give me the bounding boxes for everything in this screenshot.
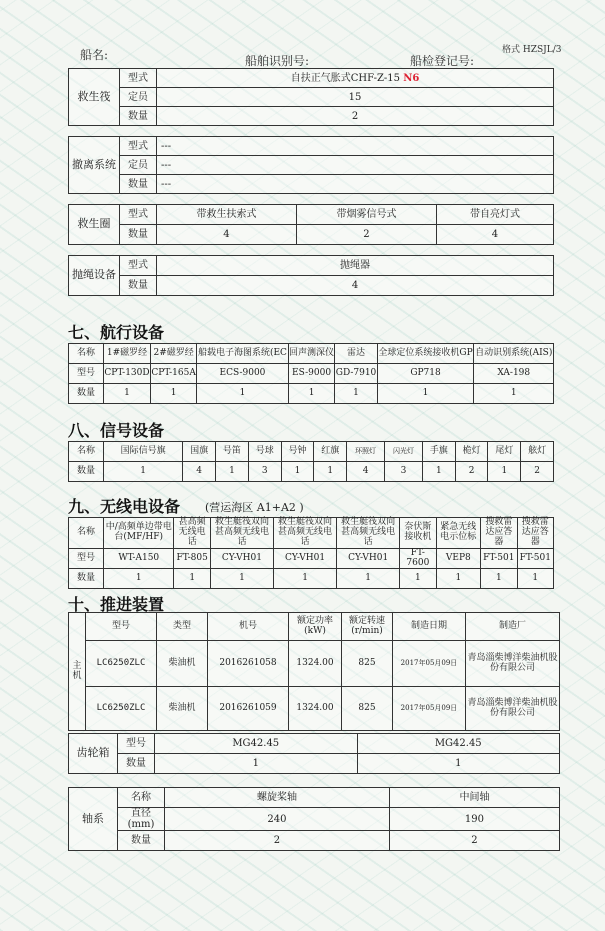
engine-model: LC6250ZLC (86, 641, 157, 687)
engine-date: 2017年05月09日 (393, 641, 466, 687)
signal-qty-4: 3 (248, 462, 281, 482)
lifebuoy-type-2: 带烟雾信号式 (296, 205, 436, 225)
nav-model-1: CPT-130D (104, 364, 151, 384)
nav-model-4: ES-9000 (288, 364, 335, 384)
engine-speed: 825 (342, 641, 393, 687)
shaft-name-1: 螺旋桨轴 (165, 788, 390, 808)
shaft-qty-2: 2 (389, 831, 559, 851)
cell-label: 型号 (69, 364, 104, 384)
nav-qty-1: 1 (104, 384, 151, 404)
propulsion-section-title: 十、推进装置 (68, 595, 165, 614)
radio-qty-4: 1 (274, 569, 337, 589)
nav-name-2: 2#磁罗经 (150, 344, 196, 364)
signal-name-3: 号笛 (216, 442, 249, 462)
table-row (69, 641, 560, 687)
signal-section-title: 八、信号设备 (68, 421, 165, 440)
shaft-dia-1: 240 (165, 808, 390, 831)
liferaft-type-value: 自扶正气胀式CHF-Z-15 N6 (157, 69, 554, 88)
cell-label: 型式 (120, 69, 157, 88)
nav-model-2: CPT-165A (150, 364, 196, 384)
lifebuoy-qty-1: 4 (157, 225, 297, 245)
signal-name-1: 国际信号旗 (104, 442, 183, 462)
signal-name-7: 环照灯 (347, 442, 385, 462)
cell-label: 定员 (120, 156, 157, 175)
signal-name-2: 国旗 (183, 442, 216, 462)
nav-section-title: 七、航行设备 (68, 323, 165, 342)
cell-label: 名称 (69, 442, 104, 462)
line-throwing-table (68, 255, 554, 296)
liferaft-qty-value: 2 (157, 107, 554, 126)
evac-capacity-value: --- (157, 156, 554, 175)
radio-model-1: WT-A150 (104, 548, 174, 569)
nav-name-5: 雷达 (335, 344, 377, 364)
nav-name-7: 自动识别系统(AIS) (474, 344, 554, 364)
col-header: 制造厂 (466, 613, 560, 641)
signal-name-8: 闪光灯 (385, 442, 423, 462)
radio-qty-6: 1 (400, 569, 436, 589)
radio-qty-7: 1 (436, 569, 481, 589)
evac-group-label: 撤离系统 (69, 137, 120, 194)
engine-maker: 青岛淄柴博洋柴油机股份有限公司 (466, 687, 560, 731)
gearbox-model-2: MG42.45 (357, 734, 560, 754)
shaft-dia-2: 190 (389, 808, 559, 831)
cell-label: 数量 (120, 276, 157, 296)
radio-model-6: FT-7600 (400, 548, 436, 569)
radio-name-8: 搜救雷达应答器 (481, 518, 517, 549)
main-engine-table (68, 612, 560, 731)
nav-qty-6: 1 (377, 384, 474, 404)
evac-qty-value: --- (157, 175, 554, 194)
signal-name-6: 红旗 (314, 442, 347, 462)
radio-name-1: 中/高频单边带电台(MF/HF) (104, 518, 174, 549)
radio-qty-3: 1 (210, 569, 273, 589)
radio-model-4: CY-VH01 (274, 548, 337, 569)
line-type-value: 抛绳器 (157, 256, 554, 276)
lifebuoy-table (68, 204, 554, 245)
nav-name-3: 船载电子海图系统(EC (197, 344, 288, 364)
shaft-qty-1: 2 (165, 831, 390, 851)
cell-label: 型式 (120, 205, 157, 225)
nav-qty-7: 1 (474, 384, 554, 404)
cell-label: 型号 (69, 548, 104, 569)
signal-qty-5: 1 (281, 462, 314, 482)
liferaft-table (68, 68, 554, 126)
radio-qty-1: 1 (104, 569, 174, 589)
signal-qty-7: 4 (347, 462, 385, 482)
cell-label: 名称 (118, 788, 165, 808)
cell-label: 型式 (120, 137, 157, 156)
engine-number: 2016261058 (208, 641, 289, 687)
liferaft-capacity-value: 15 (157, 88, 554, 107)
col-header: 机号 (208, 613, 289, 641)
ship-name-label: 船名: (80, 48, 109, 62)
cell-label: 数量 (118, 754, 155, 774)
signal-qty-10: 2 (455, 462, 488, 482)
signal-qty-8: 3 (385, 462, 423, 482)
cell-label: 型式 (120, 256, 157, 276)
shaft-name-2: 中间轴 (389, 788, 559, 808)
reg-no-label: 船检登记号: (410, 54, 475, 68)
radio-qty-9: 1 (517, 569, 553, 589)
radio-name-6: 奈伏斯接收机 (400, 518, 436, 549)
lifebuoy-group-label: 救生圈 (69, 205, 120, 245)
signal-qty-2: 4 (183, 462, 216, 482)
col-header: 额定功率(kW) (289, 613, 342, 641)
signal-qty-12: 2 (521, 462, 554, 482)
gearbox-table (68, 733, 560, 774)
cell-label: 数量 (69, 462, 104, 482)
col-header: 类型 (157, 613, 208, 641)
cell-label: 直径(mm) (118, 808, 165, 831)
signal-qty-3: 1 (216, 462, 249, 482)
radio-sea-area: (营运海区 A1+A2 ) (205, 501, 304, 514)
lifebuoy-qty-2: 2 (296, 225, 436, 245)
nav-name-6: 全球定位系统接收机GP (377, 344, 474, 364)
cell-label: 名称 (69, 518, 104, 549)
gearbox-qty-2: 1 (357, 754, 560, 774)
engine-power: 1324.00 (289, 687, 342, 731)
engine-group-label: 主机 (69, 613, 86, 731)
engine-date: 2017年05月09日 (393, 687, 466, 731)
radio-qty-2: 1 (174, 569, 210, 589)
radio-name-4: 救生艇筏双向甚高频无线电话 (274, 518, 337, 549)
cell-label: 数量 (118, 831, 165, 851)
engine-speed: 825 (342, 687, 393, 731)
engine-type: 柴油机 (157, 641, 208, 687)
col-header: 型号 (86, 613, 157, 641)
cell-label: 型号 (118, 734, 155, 754)
cell-label: 定员 (120, 88, 157, 107)
engine-power: 1324.00 (289, 641, 342, 687)
signal-qty-9: 1 (422, 462, 455, 482)
radio-section-title: 九、无线电设备 (68, 497, 181, 516)
radio-name-2: 甚高频无线电话 (174, 518, 210, 549)
cell-label: 数量 (120, 225, 157, 245)
lifebuoy-qty-3: 4 (436, 225, 553, 245)
liferaft-group-label: 救生筏 (69, 69, 120, 126)
evac-type-value: --- (157, 137, 554, 156)
cell-label: 数量 (120, 175, 157, 194)
signal-name-9: 手旗 (422, 442, 455, 462)
shaft-group-label: 轴系 (69, 788, 118, 851)
signal-name-10: 桅灯 (455, 442, 488, 462)
nav-name-1: 1#磁罗经 (104, 344, 151, 364)
signal-qty-6: 1 (314, 462, 347, 482)
line-qty-value: 4 (157, 276, 554, 296)
line-group-label: 抛绳设备 (69, 256, 120, 296)
lifebuoy-type-1: 带救生扶索式 (157, 205, 297, 225)
signal-qty-11: 1 (488, 462, 521, 482)
nav-model-6: GP718 (377, 364, 474, 384)
signal-name-11: 尾灯 (488, 442, 521, 462)
radio-name-3: 救生艇筏双向甚高频无线电话 (210, 518, 273, 549)
col-header: 额定转速(r/min) (342, 613, 393, 641)
gearbox-model-1: MG42.45 (155, 734, 358, 754)
nav-name-4: 回声测深仪 (288, 344, 335, 364)
nav-qty-5: 1 (335, 384, 377, 404)
cell-label: 名称 (69, 344, 104, 364)
gearbox-group-label: 齿轮箱 (69, 734, 118, 774)
radio-model-5: CY-VH01 (337, 548, 400, 569)
signal-table (68, 441, 554, 482)
engine-number: 2016261059 (208, 687, 289, 731)
col-header: 制造日期 (393, 613, 466, 641)
shaft-table (68, 787, 560, 851)
table-row (69, 687, 560, 731)
radio-table (68, 517, 554, 589)
nav-model-5: GD-7910 (335, 364, 377, 384)
radio-model-3: CY-VH01 (210, 548, 273, 569)
nav-model-7: XA-198 (474, 364, 554, 384)
nav-qty-4: 1 (288, 384, 335, 404)
lifebuoy-type-3: 带自亮灯式 (436, 205, 553, 225)
cell-label: 数量 (69, 384, 104, 404)
radio-qty-8: 1 (481, 569, 517, 589)
radio-model-9: FT-501 (517, 548, 553, 569)
nav-qty-3: 1 (197, 384, 288, 404)
engine-type: 柴油机 (157, 687, 208, 731)
signal-name-12: 舷灯 (521, 442, 554, 462)
radio-qty-5: 1 (337, 569, 400, 589)
nav-table (68, 343, 554, 404)
radio-name-9: 搜救雷达应答器 (517, 518, 553, 549)
gearbox-qty-1: 1 (155, 754, 358, 774)
stamp: N6 (403, 72, 420, 84)
engine-model: LC6250ZLC (86, 687, 157, 731)
cell-label: 数量 (120, 107, 157, 126)
signal-name-4: 号球 (248, 442, 281, 462)
cell-label: 数量 (69, 569, 104, 589)
ship-id-label: 船舶识别号: (245, 54, 310, 68)
radio-name-7: 紧急无线电示位标 (436, 518, 481, 549)
form-code: 格式 HZSJL/3 (502, 45, 562, 55)
signal-name-5: 号钟 (281, 442, 314, 462)
nav-model-3: ECS-9000 (197, 364, 288, 384)
evacuation-table (68, 136, 554, 194)
nav-qty-2: 1 (150, 384, 196, 404)
radio-name-5: 救生艇筏双向甚高频无线电话 (337, 518, 400, 549)
engine-maker: 青岛淄柴博洋柴油机股份有限公司 (466, 641, 560, 687)
radio-model-8: FT-501 (481, 548, 517, 569)
signal-qty-1: 1 (104, 462, 183, 482)
radio-model-7: VEP8 (436, 548, 481, 569)
radio-model-2: FT-805 (174, 548, 210, 569)
